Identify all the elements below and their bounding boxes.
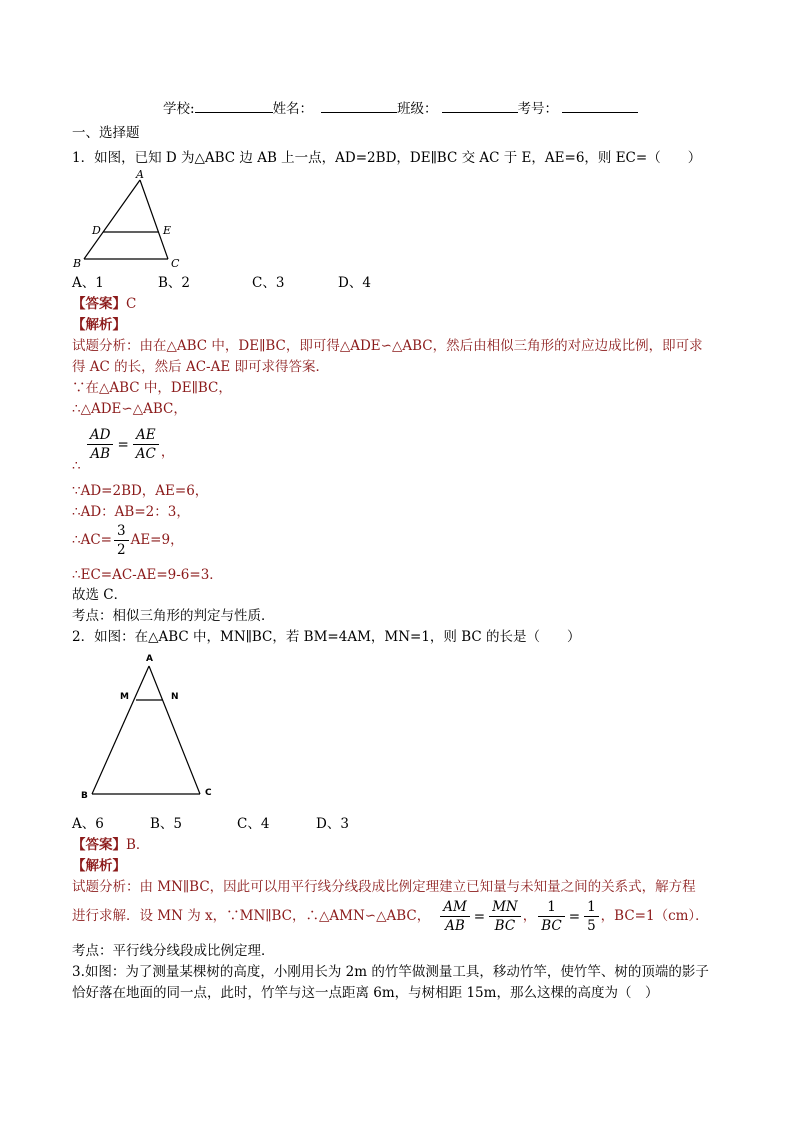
name-blank [321,98,397,113]
q1-analysis-line1: 试题分析：由在△ABC 中，DE∥BC，即可得△ADE∽△ABC，然后由相似三角形的对应边成比例，即可求 [72,338,703,354]
q2-analysis-line1: 试题分析：由 MN∥BC，因此可以用平行线分线段成比例定理建立已知量与未知量之间的关系式，解方程 [72,879,696,895]
frac-denominator: BC [541,918,562,934]
frac-denominator: BC [494,918,516,934]
frac-numerator: MN [489,898,521,917]
q1-step2: ∴△ADE∽△ABC， [72,401,187,417]
q1-step3-frac-ad-ab [87,426,114,463]
q2-option-c[interactable]: C、4 [237,816,270,832]
q1-triangle-figure [72,168,192,272]
q2-point: 考点：平行线分线段成比例定理． [72,943,275,959]
class-blank [442,98,518,113]
q2-options [72,814,349,834]
q2-answer-value: B． [126,837,150,853]
section-title: 一、选择题 [72,125,140,141]
exam-header [163,98,638,119]
q2-stem: 2．如图：在△ABC 中，MN∥BC，若 BM=4AM，MN=1，则 BC 的长是（ ） [72,629,581,645]
school-label: 学校: [163,101,195,117]
q2-line2-suffix: ，BC=1（cm）． [600,908,709,924]
q2-label-m: M [120,692,129,702]
q1-step3-suffix: ， [160,444,175,460]
frac-numerator: AE [133,426,159,445]
q2-line2-prefix: 进行求解．设 MN 为 x，∵MN∥BC，∴△AMN∽△ABC， [72,908,431,924]
q1-answer-tag: 【答案】 [72,296,126,312]
q1-step1: ∵在△ABC 中，DE∥BC， [72,380,232,396]
q2-option-d[interactable]: D、3 [316,816,349,832]
frac-numerator: 1 [538,898,565,917]
frac-numerator: AM [440,898,470,917]
q1-answer [72,294,136,314]
frac-numerator: 1 [584,898,599,917]
q2-answer-tag: 【答案】 [72,837,126,853]
q2-label-c: C [205,788,212,798]
q1-conclusion: 故选 C． [72,587,128,603]
q1-edge-ab [84,180,140,259]
q1-option-a[interactable]: A、1 [72,275,104,291]
q1-step3-prefix: ∴ [72,458,81,474]
q2-label-n: N [171,692,179,702]
frac-denominator: AB [445,918,465,934]
q2-frac-mn-bc [489,898,521,935]
exam-no-label: 考号： [517,101,559,117]
frac-numerator: 3 [114,522,129,541]
frac-denominator: AC [135,446,156,462]
q1-analysis-tag: 【解析】 [72,317,126,333]
q2-option-a[interactable]: A、6 [72,816,104,832]
frac-denominator: 5 [587,918,596,934]
q1-analysis-line2: 得 AC 的长，然后 AC-AE 即可求得答案． [72,359,329,375]
q2-edge-ac [149,666,200,794]
q1-stem: 1．如图，已知 D 为△ABC 边 AB 上一点，AD=2BD，DE∥BC 交 AC 于 E，AE=6，则 EC=（ ） [72,150,702,166]
q1-step5: ∴AD：AB=2：3， [72,504,190,520]
separator: ， [522,908,537,924]
q1-step3 [72,426,174,474]
q1-label-c: C [171,257,180,270]
q2-frac-1-5 [584,898,599,935]
school-blank [195,98,273,113]
q2-label-a: A [146,654,153,664]
equals-sign: = [568,908,581,925]
q2-analysis-tag: 【解析】 [72,858,126,874]
q2-frac-1-bc [538,898,565,935]
q1-answer-value: C [126,296,137,312]
q2-frac-am-ab [440,898,470,935]
q2-option-b[interactable]: B、5 [150,816,183,832]
frac-denominator: 2 [116,542,126,558]
q1-step4: ∵AD=2BD，AE=6， [72,483,209,499]
exam-no-blank [562,98,638,113]
q2-label-b: B [81,791,88,801]
q1-options [72,273,371,293]
q3-line1: 3.如图：为了测量某棵树的高度，小刚用长为 2m 的竹竿做测量工具，移动竹竿，使竹竿、树的顶端的影子 [72,964,709,980]
q1-label-a: A [136,168,144,181]
equals-sign: = [473,908,486,925]
name-label: 姓名： [272,101,314,117]
q2-answer [72,835,149,855]
q1-label-b: B [73,257,82,270]
q1-step6-frac [114,522,129,559]
q2-triangle-figure [72,650,222,810]
q2-analysis-line2 [72,898,709,935]
q1-point: 考点：相似三角形的判定与性质． [72,608,275,624]
q3-line2: 恰好落在地面的同一点，此时，竹竿与这一点距离 6m，与树相距 15m，那么这棵的高度为（ ） [72,985,659,1001]
q1-label-e: E [163,224,172,237]
q1-edge-ac [140,180,168,259]
q1-option-d[interactable]: D、4 [338,275,371,291]
class-label: 班级： [397,101,438,117]
q1-step6 [72,522,184,559]
q1-option-c[interactable]: C、3 [252,275,285,291]
frac-numerator: AD [87,426,114,445]
q2-edge-ab [92,666,149,794]
q1-step3-frac-ae-ac [133,426,159,463]
q1-step7: ∴EC=AC-AE=9-6=3． [72,567,223,583]
q1-step6-suffix: AE=9， [130,532,184,548]
equals-sign: = [117,436,129,453]
q1-option-b[interactable]: B、2 [158,275,191,291]
frac-denominator: AB [90,446,111,462]
q1-step6-prefix: ∴AC= [72,532,112,548]
q1-label-d: D [92,224,101,237]
